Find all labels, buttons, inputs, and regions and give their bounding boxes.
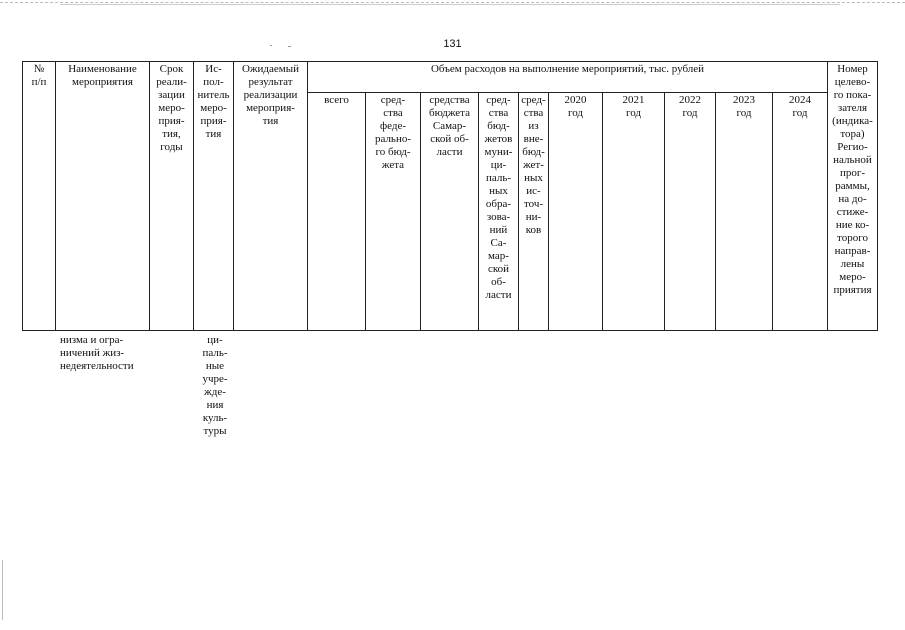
header-year-2023: 2023 год [716, 93, 773, 331]
header-year-2022: 2022 год [665, 93, 716, 331]
header-executor: Ис- пол- нитель меро- прия- тия [194, 62, 234, 331]
header-year-2020: 2020 год [549, 93, 603, 331]
header-indicator: Номер целево- го пока- зателя (индика- тора) Регио- нальной прог- раммы, на до- стиже- ние ко- торого направ- лены меро- приятия [828, 62, 878, 331]
header-name: Наименование мероприятия [56, 62, 150, 331]
continuation-executor-text: ци- паль- ные учре- жде- ния куль- туры [202, 334, 228, 437]
page-number: 131 [443, 38, 462, 50]
header-year-2024: 2024 год [773, 93, 828, 331]
header-municipal-budget: сред- ства бюд- жетов муни- ци- паль- ных обра- зова- ний Са- мар- ской об- ласти [479, 93, 519, 331]
header-expense-volume: Объем расходов на выполнение мероприятий, тыс. рублей [308, 62, 828, 93]
header-year-2021: 2021 год [603, 93, 665, 331]
header-regional-budget: средства бюджета Самар- ской об- ласти [421, 93, 479, 331]
header-number: № п/п [23, 62, 56, 331]
header-result: Ожидаемый результат реализации мероприя- тия [234, 62, 308, 331]
header-federal-budget: сред- ства феде- рально- го бюд- жета [366, 93, 421, 331]
scan-artifact-line [60, 4, 840, 5]
scan-speck [2, 560, 3, 620]
header-total: всего [308, 93, 366, 331]
header-extrabudgetary: сред- ства из вне- бюд- жет- ных ис- точ- ни- ков [519, 93, 549, 331]
budget-table [22, 61, 878, 331]
header-term: Срок реали- зации меро- прия- тия, годы [150, 62, 194, 331]
header-row-1 [23, 62, 878, 93]
continuation-name-text: низма и огра- ничений жиз- недеятельности [60, 334, 134, 372]
